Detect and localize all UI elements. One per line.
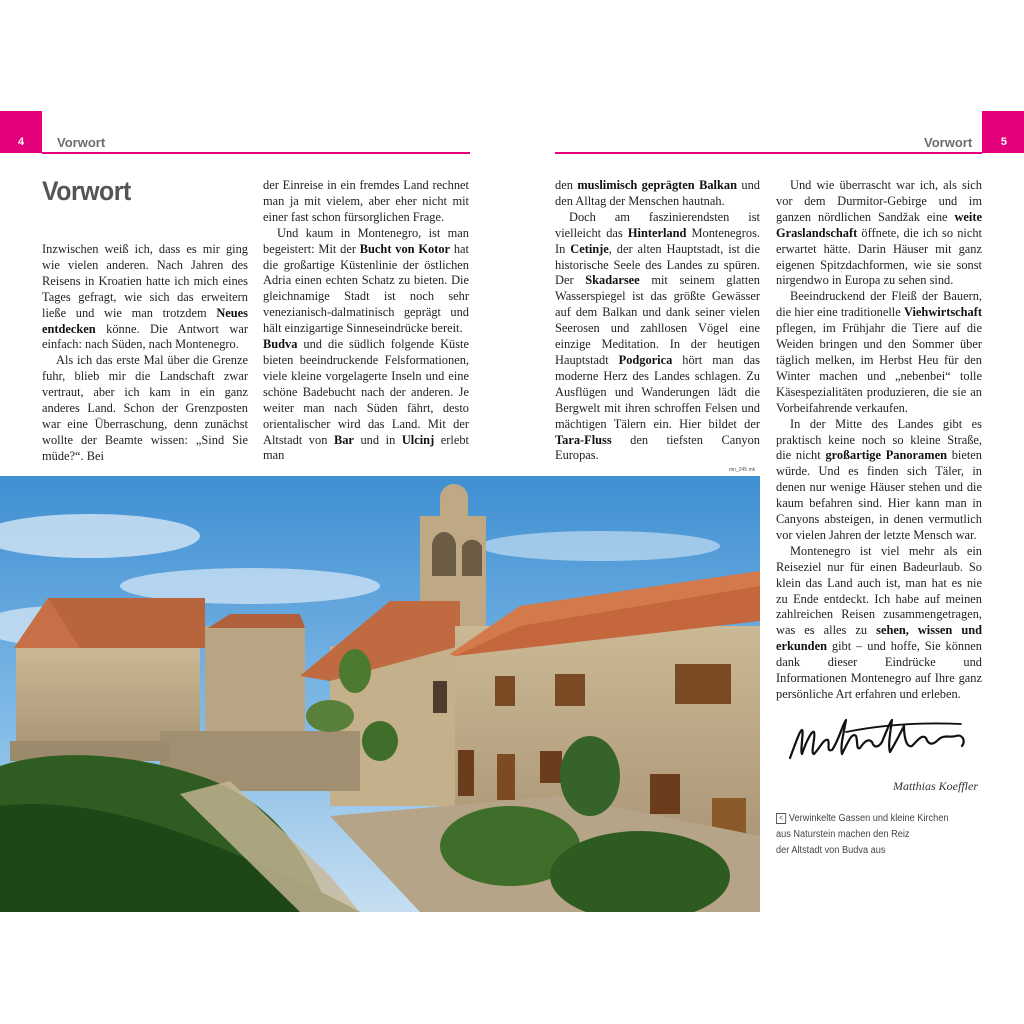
text-column-3 <box>555 178 760 464</box>
paragraph: Montenegro ist viel mehr als ein Reiseziel nur für einen Badeurlaub. So klein das Land auch ist, man hat es nie zu Ende entdeckt. Ich habe auf meinen zahlreichen Reisen zusammengetragen, was es alles zu sehen, wissen und erkunden gibt – und hoffe, Sie können dank dieser Eindrücke und Informationen Montenegro auf Ihre ganz persönliche Art erfahren und erleben. <box>776 543 982 701</box>
caption-arrow-icon: < <box>776 813 786 824</box>
text-column-2 <box>263 178 469 464</box>
page-number-left-text: 4 <box>18 136 25 148</box>
page-number-right-text: 5 <box>1000 136 1007 148</box>
paragraph: Und wie überrascht war ich, als sich vor dem Durmitor-Gebirge und im ganzen nördlichen Sandžak eine weite Graslandschaft öffnete, die ich so nicht erwartet hätte. Darin Häuser mit ganz eigenen Spitzdachformen, wie sie sonst nirgendwo in Europa zu sehen sind. <box>776 178 982 288</box>
header-rule-right <box>555 152 982 154</box>
running-head-left: Vorwort <box>57 135 106 150</box>
running-head-right: Vorwort <box>924 135 973 150</box>
caption-line: der Altstadt von Budva aus <box>776 845 886 856</box>
author-signature <box>786 712 971 772</box>
text-column-1 <box>42 242 248 465</box>
paragraph: den muslimisch geprägten Balkan und den Alltag der Menschen hautnah. <box>555 178 760 208</box>
chapter-title: Vorwort <box>42 176 131 206</box>
header-rule-left <box>42 152 470 154</box>
photo-credit: mn_245 mk <box>729 467 756 473</box>
photo-caption <box>776 811 960 859</box>
paragraph: Beeindruckend der Fleiß der Bauern, die hier eine traditionelle Viehwirtschaft pflegen, im Frühjahr die Tiere auf die Weiden bringen und den Sommer über täglich melken, im Herbst Heu für den Winter machen und „nebenbei“ tolle Käsespezialitäten produzieren, die sie an Vorbeifahrende verkaufen. <box>776 289 982 415</box>
caption-line: aus Naturstein machen den Reiz <box>776 829 910 840</box>
text-column-4 <box>776 178 982 703</box>
page-number-right <box>982 111 1024 153</box>
paragraph: Budva und die südlich folgende Küste bieten beeindruckende Felsformationen, viele kleine vorgelagerte Inseln und eine schöne Badebucht nach der anderen. Je weiter man nach Süden fährt, desto orientalischer wird das Land. Mit der Altstadt von Bar und in Ulcinj erlebt man <box>263 337 469 463</box>
caption-line: Verwinkelte Gassen und kleine Kirchen <box>788 813 949 824</box>
paragraph: Und kaum in Montenegro, ist man begeistert: Mit der Bucht von Kotor hat die großartige Küstenlinie der östlichen Adria einen echten Schatz zu bieten. Die gleichnamige Stadt ist noch sehr venezianisch-dalmatinisch geprägt und hält einzigartige Sinneseindrücke bereit. <box>263 225 469 336</box>
paragraph: In der Mitte des Landes gibt es praktisch keine noch so kleine Straße, die nicht großartige Panoramen bieten würde. Und es finden sich Täler, in denen nur wenige Häuser stehen und die kaum befahren sind. Hier kann man in Canyons absteigen, in denen vermutlich vor vielen Jahren der letzte Mensch war. <box>776 416 983 542</box>
photo-budva-old-town <box>0 476 760 912</box>
paragraph: Inzwischen weiß ich, dass es mir ging wie vielen anderen. Nach Jahren des Reisens in Kroatien hatte ich mich eines Tages gefragt, wie sich das erweitern ließe und wie man trotzdem Neues entdecken könne. Die Antwort war einfach: nach Süden, nach Montenegro. <box>42 242 248 352</box>
page-number-left <box>0 111 42 153</box>
paragraph: Doch am faszinierendsten ist vielleicht das Hinterland Montenegros. In Cetinje, der alten Hauptstadt, ist die historische Seele des Landes zu spüren. Der Skadarsee mit seinem glatten Wasserspiegel ist das größte Gewässer auf dem Balkan und dank seiner vielen Seerosen und zahllosen Vögel eine einzige Meditation. In der heutigen Hauptstadt Podgorica hört man das moderne Herz des Landes schlagen. Zu Ausflügen und Wanderungen lädt die Bergwelt mit ihren schroffen Felsen und mächtigen Tälern ein. Hier bildet der Tara-Fluss den tiefsten Canyon Europas. <box>555 209 760 463</box>
paragraph: der Einreise in ein fremdes Land rechnet man ja mit vielem, aber eher nicht mit einer fast schon fürsorglichen Frage. <box>263 178 469 224</box>
paragraph: Als ich das erste Mal über die Grenze fuhr, blieb mir die Landschaft zwar vertraut, aber ich kam in ein ganz anderes Land. Schon der Grenzposten war eine Überraschung, denn zunächst wollte der Beamte wissen: „Sind Sie müde?“. Bei <box>42 353 248 463</box>
author-name: Matthias Koeffler <box>893 779 978 793</box>
